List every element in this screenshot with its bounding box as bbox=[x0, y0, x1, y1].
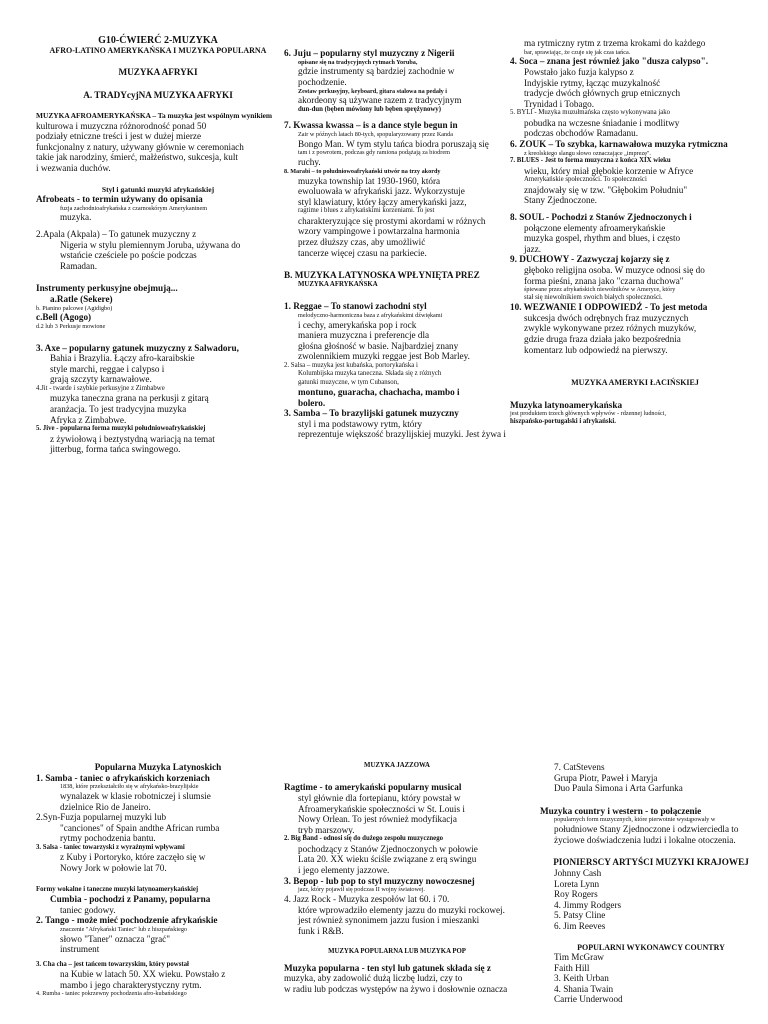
text-line: na Kubie w latach 50. XX wieku. Powstało z bbox=[60, 969, 226, 980]
text-line: głęboko religijna osoba. W muzyce odnosi się do bbox=[524, 264, 705, 275]
wezwanie-term: 10. WEZWANIE I ODPOWIEDŹ - To jest metoda bbox=[510, 302, 708, 313]
text-line: pochodzenie. bbox=[298, 76, 347, 87]
kwassa-term: 7. Kwassa kwassa – is a dance style begun in bbox=[284, 120, 458, 131]
text-line: wstańcie cześciele po poście podczas bbox=[60, 250, 197, 261]
country-performers-heading: POPULARNI WYKONAWCY COUNTRY bbox=[577, 942, 725, 952]
page1-column-3 bbox=[510, 38, 760, 426]
text-line-small: 1838, które przekształciło się w afrykańsko-brazylijskie bbox=[60, 783, 199, 791]
text-line: reprezentuje większość brazylijskiej muzyki. Jest żywa i bbox=[298, 429, 506, 440]
apala-term: 2.Apala (Akpala) – To gatunek muzyczny z bbox=[36, 228, 197, 239]
text-line: instrument bbox=[60, 944, 100, 955]
text-line: i wezwania duchów. bbox=[36, 162, 111, 173]
marabi-term: 8. Marabi – to południowoafrykański utwór na trzy akordy bbox=[284, 167, 441, 175]
text-line: Nigeria w stylu plemiennym Joruba, używana do bbox=[60, 239, 241, 250]
text-line: funk i R&B. bbox=[298, 925, 344, 936]
bepop-term: 3. Bepop - lub pop to styl muzyczny nowoczesnej bbox=[284, 875, 475, 886]
big-band-term: 2. Big Band - odnosi się do dużego zespołu muzycznego bbox=[284, 835, 443, 843]
text-line: zwykle wykonywane przez różnych muzyków, bbox=[524, 323, 697, 334]
text-line: ruchy. bbox=[298, 157, 321, 168]
text-line: styl głównie dla fortepianu, który powstał w bbox=[298, 793, 461, 803]
jive-term: 5. Jive - popularna forma muzyki południowoafrykańskiej bbox=[36, 425, 206, 433]
latin-america-term: Muzyka latynoamerykańska bbox=[510, 399, 623, 410]
text-line: tradycje dwóch głównych grup etnicznych bbox=[524, 88, 681, 99]
text-line-small: Zestaw perkusyjny, keyboard, gitara stalowa na pedały i bbox=[298, 87, 448, 95]
text-line: stał się niewolnikiem swoich białych społeczności. bbox=[524, 293, 663, 301]
latin-section-heading: B. MUZYKA LATYNOSKA WPŁYNIĘTA PREZ bbox=[284, 270, 480, 281]
text-line: które wprowadziło elementy jazzu do muzyki rockowej. bbox=[298, 904, 505, 915]
text-line: ma rytmiczny rytm z trzema krokami do każdego bbox=[524, 38, 706, 48]
text-line: gatunki muzyczne, w tym Cubanson, bbox=[298, 378, 399, 386]
latin-popular-heading: Popularna Muzyka Latynoskich bbox=[94, 762, 222, 772]
text-line: południowe Stany Zjednoczone i odzwierciedla to bbox=[554, 824, 739, 835]
text-line: Kolumbijska muzyka taneczna. Składa się z różnych bbox=[298, 370, 442, 378]
intro-term: MUZYKA AFROAMERYKAŃSKA – Ta muzyka jest wspólnym wynikiem bbox=[36, 111, 273, 121]
text-line: dzielnice Rio de Janeiro. bbox=[60, 801, 151, 812]
duchowy-term: 9. DUCHOWY - Zazwyczaj kojarzy się z bbox=[510, 254, 670, 265]
artist-item: 4. Shania Twain bbox=[554, 983, 614, 994]
page1-column-1 bbox=[36, 36, 280, 455]
artist-item: Loreta Lynn bbox=[554, 878, 600, 889]
text-line: ragtime i blues z afrykańskimi korzeniami. To jest bbox=[298, 207, 435, 215]
page2-column-1 bbox=[36, 762, 280, 998]
axe-term: 3. Axe – popularny gatunek muzyczny z Salwadoru, bbox=[36, 342, 239, 353]
byli-term: 5. BYLI - Muzyka muzułmańska często wykonywana jako bbox=[510, 109, 671, 117]
text-line: "canciones" of Spain andthe African rumba bbox=[60, 822, 220, 833]
text-line: Ramadan. bbox=[60, 260, 97, 271]
pop-heading: MUZYKA POPULARNA LUB MUZYKA POP bbox=[328, 948, 466, 956]
latin-america-heading: MUZYKA AMERYKI ŁACIŃSKIEJ bbox=[571, 378, 699, 388]
artist-item: 3. Keith Urban bbox=[554, 973, 609, 984]
text-line: i jego elementy jazzowe. bbox=[298, 864, 390, 875]
artist-item: Roy Rogers bbox=[554, 889, 598, 900]
instrument-item: a.Ratle (Sekere) bbox=[50, 293, 113, 304]
text-line: wieku, który miał głębokie korzenie w Afryce bbox=[524, 165, 694, 176]
artist-item: Tim McGraw bbox=[554, 951, 604, 962]
text-line: Lata 20. XX wieku ściśle związane z erą swingu bbox=[298, 854, 477, 865]
reggae-term: 1. Reggae – To stanowi zachodni styl bbox=[284, 301, 427, 312]
cumbia-term: Cumbia - pochodzi z Panamy, popularna bbox=[50, 893, 211, 904]
jazz-heading: MUZYKA JAZZOWA bbox=[364, 762, 430, 769]
text-line: kulturowa i muzyczna różnorodność ponad 50 bbox=[36, 120, 207, 131]
subsection-heading: A. TRADYcyjNA MUZYKA AFRYKI bbox=[83, 89, 233, 100]
text-line: akordeony są używane razem z tradycyjnym bbox=[298, 95, 462, 106]
artist-item: Grupa Piotr, Paweł i Maryja bbox=[554, 772, 658, 783]
text-line: charakteryzujące się prostymi akordami w różnych bbox=[298, 215, 486, 226]
artist-item: 6. Jim Reeves bbox=[554, 920, 606, 931]
text-line-bold: montuno, guaracha, chachacha, mambo i bbox=[298, 387, 460, 398]
instrument-item: d.2 lub 3 Perkusje mowione bbox=[36, 322, 106, 330]
text-line: funkcjonalny z natury, używany głównie w ceremoniach bbox=[36, 141, 244, 152]
samba-term: 1. Samba - taniec o afrykańskich korzeniach bbox=[36, 772, 210, 783]
text-line: Trynidad i Tobago. bbox=[524, 98, 595, 109]
country-term: Muzyka country i western - to połączenie bbox=[540, 805, 702, 816]
rumba-term: 4. Rumba - taniec pokrzewny pochodzenia afro-kubańskiego bbox=[36, 990, 187, 998]
syn-fuzja-term: 2.Syn-Fuzja popularnej muzyki lub bbox=[36, 812, 167, 823]
text-line-small: śpiewane przez afrykańskich niewolników w Ameryce, który bbox=[524, 286, 676, 294]
text-line: pochodzący z Stanów Zjednoczonych w połowie bbox=[298, 843, 478, 854]
soul-term: 8. SOUL - Pochodzi z Stanów Zjednoczonych i bbox=[510, 211, 692, 222]
text-line-small: tam i z powrotem, podczas gdy ramiona podążają za biodrem bbox=[298, 149, 450, 157]
text-line: z żywiołową i beztystydną wariacją na temat bbox=[50, 433, 215, 444]
jit-term: 4.Jit - twarde i szybkie perkusyjne z Zimbabwe bbox=[36, 385, 165, 393]
section-heading: MUZYKA AFRYKI bbox=[118, 67, 198, 77]
text-line: forma pieśni, znana jako "czarna duchowa" bbox=[524, 275, 684, 286]
tango-term: 2. Tango - może mieć pochodzenie afrykańskie bbox=[36, 915, 218, 926]
text-line: podczas obchodów Ramadanu. bbox=[524, 128, 639, 139]
cha-cha-term: 3. Cha cha – jest tańcem towarzyskim, który powstał bbox=[36, 960, 189, 968]
text-line: tancerze więcej czasu na parkiecie. bbox=[298, 247, 427, 258]
jazz-rock-term: 4. Jazz Rock - Muzyka zespołów lat 60. i 70. bbox=[284, 893, 450, 904]
text-line: w radiu lub podczas występów na żywo i dosłownie oznacza bbox=[284, 983, 508, 994]
salsa-term: 2. Salsa – muzyka jest kubańska, portorykańska i bbox=[284, 361, 418, 369]
page2-column-2 bbox=[284, 762, 510, 995]
text-line: tryb marszowy. bbox=[298, 824, 355, 835]
text-line: Indyjskie rytmy, łącząc muzykalność bbox=[524, 77, 661, 88]
text-line: muzyka. bbox=[60, 212, 92, 223]
text-line: jazz. bbox=[524, 243, 542, 254]
artist-item: 4. Jimmy Rodgers bbox=[554, 899, 622, 910]
pop-term: Muzyka popularna - ten styl lub gatunek składa się z bbox=[284, 962, 492, 973]
text-line-small: jest produktem trzech głównych wpływów - rdzennej ludności, bbox=[510, 410, 667, 418]
instrument-item: c.Bell (Agogo) bbox=[36, 312, 92, 323]
text-line-small: Zair w późnych latach 80-tych, spopularyzowany przez Kanda bbox=[298, 130, 453, 138]
page-title: G10-ĆWIERĆ 2-MUZYKA bbox=[98, 35, 218, 46]
text-line: grają szczyty karnawałowe. bbox=[50, 374, 152, 385]
text-line-small: dun-dun (bęben mówiony lub bęben sprężynowy) bbox=[298, 105, 441, 113]
pioneer-artists-heading: PIONIERSCY ARTYŚCI MUZYKI KRAJOWEJ bbox=[553, 857, 749, 868]
text-line: style marchi, reggae i calypso i bbox=[50, 363, 165, 374]
zouk-term: 6. ZOUK – To szybka, karnawałowa muzyka rytmiczna bbox=[510, 138, 728, 149]
text-line: pobudka na wczesne śniadanie i modlitwy bbox=[524, 117, 680, 128]
text-line: znajdowały się w tzw. "Głębokim Południu" bbox=[524, 184, 688, 195]
salsa-term: 3. Salsa - taniec towarzyski z wyraźnymi wpływami bbox=[36, 843, 185, 851]
text-line: sukcesja dwóch odrębnych fraz muzycznych bbox=[524, 312, 689, 323]
text-line: aranżacja. To jest tradycyjna muzyka bbox=[50, 404, 187, 415]
text-line: gdzie druga fraza działa jako bezpośrednia bbox=[524, 334, 681, 345]
text-line: Stany Zjednoczone. bbox=[524, 195, 597, 206]
text-line: i cechy, amerykańska pop i rock bbox=[298, 319, 417, 330]
text-line: z Kuby i Portoryko, które zaczęło się w bbox=[60, 852, 206, 863]
text-line: Afryka z Zimbabwe. bbox=[50, 414, 127, 425]
page1-column-2 bbox=[284, 48, 506, 440]
text-line: Powstało jako fuzja kalypso z bbox=[524, 66, 634, 77]
artist-item: 5. Patsy Cline bbox=[554, 910, 606, 921]
text-line: wzory vampingowe i powtarzalna harmonia bbox=[298, 226, 460, 237]
page2-column-3 bbox=[540, 762, 762, 1005]
text-line: życiowe doświadczenia ludzi i lokalne otoczenia. bbox=[554, 834, 736, 845]
page-subtitle: AFRO-LATINO AMERYKAŃSKA I MUZYKA POPULARNA bbox=[49, 45, 267, 55]
text-line-small: bar, sprawiając, że czuje się jak czas tańca. bbox=[524, 48, 631, 56]
text-line: głośna głośność w basie. Najbardziej znany bbox=[298, 340, 459, 351]
blues-term: 7. BLUES - Jest to forma muzyczna z końca XIX wieku bbox=[510, 157, 671, 165]
text-line: zwolennikiem muzyki reggae jest Bob Marley. bbox=[298, 351, 470, 362]
text-line: muzyka gospel, rhythm and blues, i często bbox=[524, 233, 681, 244]
text-line: podziały etniczne treści i jest w dużej mierze bbox=[36, 131, 202, 142]
text-line: słowo "Taner" oznacza "grać" bbox=[60, 933, 171, 944]
artist-item: Carrie Underwood bbox=[554, 994, 623, 1005]
juju-term: 6. Juju – popularny styl muzyczny z Nigerii bbox=[284, 48, 455, 58]
text-line: Afroamerykańskie społeczności w St. Louis i bbox=[298, 803, 465, 814]
text-line: styl i ma podstawowy rytm, który bbox=[298, 418, 423, 429]
text-line: Nowy Orlean. To jest również modyfikacja bbox=[298, 814, 457, 825]
artist-item: Faith Hill bbox=[554, 962, 590, 973]
text-line: Nowy Jork w połowie lat 70. bbox=[60, 862, 167, 873]
samba-term: 3. Samba – To brazylijski gatunek muzyczny bbox=[284, 408, 459, 419]
instrument-item: b. Pianino palcowe (Agidigbo) bbox=[36, 304, 113, 312]
text-line: maniera muzyczna i preferencje dla bbox=[298, 330, 430, 341]
styles-heading: Styl i gatunki muzyki afrykańskiej bbox=[101, 184, 215, 194]
text-line: rytmy pochodzenia bantu. bbox=[60, 833, 156, 844]
text-line-small: znaczenie "Afrykański Taniec" lub z hiszpańskiego bbox=[60, 925, 188, 933]
text-line: Amerykańskie społeczności. To społeczności bbox=[524, 176, 647, 184]
text-line: takie jak narodziny, śmierć, małżeństwo, sukcesja, kult bbox=[36, 152, 238, 163]
afrobeats-term: Afrobeats - to termin używany do opisania bbox=[36, 193, 203, 204]
text-line: muzyka taneczna grana na perkusji z gitarą bbox=[50, 393, 209, 404]
text-line: jest również synonimem jazzu fusion i mieszanki bbox=[298, 915, 480, 926]
text-line-bold: hiszpańsko-portugalski i afrykański. bbox=[510, 418, 616, 426]
text-line-small: popularnych form muzycznych, które pierwotnie wystąpowały w bbox=[554, 816, 716, 824]
text-line: wynalazek w klasie robotniczej i slumsie bbox=[60, 790, 211, 801]
text-line: przez dłuższy czas, aby umożliwić bbox=[298, 236, 426, 247]
latin-section-heading-2: MUZYKA AFRYKAŃSKA bbox=[298, 280, 378, 288]
text-line: muzyka, aby zadowolić dużą liczbę ludzi, czy to bbox=[284, 973, 463, 984]
soca-term: 4. Soca – znana jest również jako "dusza calypso". bbox=[510, 56, 709, 67]
text-line-small: jazz, który pojawił się podczas II wojny światowej. bbox=[298, 886, 425, 894]
text-line-small: z kreolskiego slangu słowo oznaczające „imprezę". bbox=[524, 149, 651, 157]
instruments-heading: Instrumenty perkusyjne obejmują... bbox=[36, 283, 178, 294]
text-line: Bahia i Brazylia. Łączy afro-karaibskie bbox=[50, 353, 195, 364]
text-line-small: fuzja zachodnioafrykańska z czarnoskórym Amerykaninem bbox=[60, 204, 208, 212]
artist-item: Duo Paula Simona i Arta Garfunka bbox=[554, 783, 683, 794]
ragtime-term: Ragtime - to amerykański popularny musical bbox=[284, 782, 462, 793]
text-line: muzyka township lat 1930-1960, która bbox=[298, 175, 441, 186]
text-line: połączone elementy afroamerykańskie bbox=[524, 222, 666, 233]
text-line: Bongo Man. W tym stylu tańca biodra poruszają się bbox=[298, 138, 489, 149]
forms-heading: Formy wokalne i taneczne muzyki latynoamerykańskiej bbox=[36, 885, 199, 893]
text-line-bold: bolero. bbox=[298, 397, 326, 408]
artist-item: Johnny Cash bbox=[554, 867, 602, 878]
text-line-small: opisane się na tradycyjnych rytmach Yoruba, bbox=[298, 58, 418, 66]
text-line: styl klawiatury, który łączy amerykański jazz, bbox=[298, 196, 467, 207]
text-line: gdzie instrumenty są bardziej zachodnie w bbox=[298, 66, 455, 77]
text-line: taniec godowy. bbox=[60, 904, 116, 915]
text-line: jitterbug, forma tańca swingowego. bbox=[50, 444, 181, 455]
artist-item: 7. CatStevens bbox=[554, 762, 605, 772]
text-line: komentarz lub odpowiedź na pierwszy. bbox=[524, 344, 668, 355]
text-line: ewoluowała w afrykański jazz. Wykorzystuje bbox=[298, 186, 465, 197]
text-line: mambo i jego charakterystyczny rytm. bbox=[60, 979, 202, 990]
text-line-small: melodyczno-harmoniczna baza z afrykańskimi dźwiękami bbox=[298, 311, 443, 319]
